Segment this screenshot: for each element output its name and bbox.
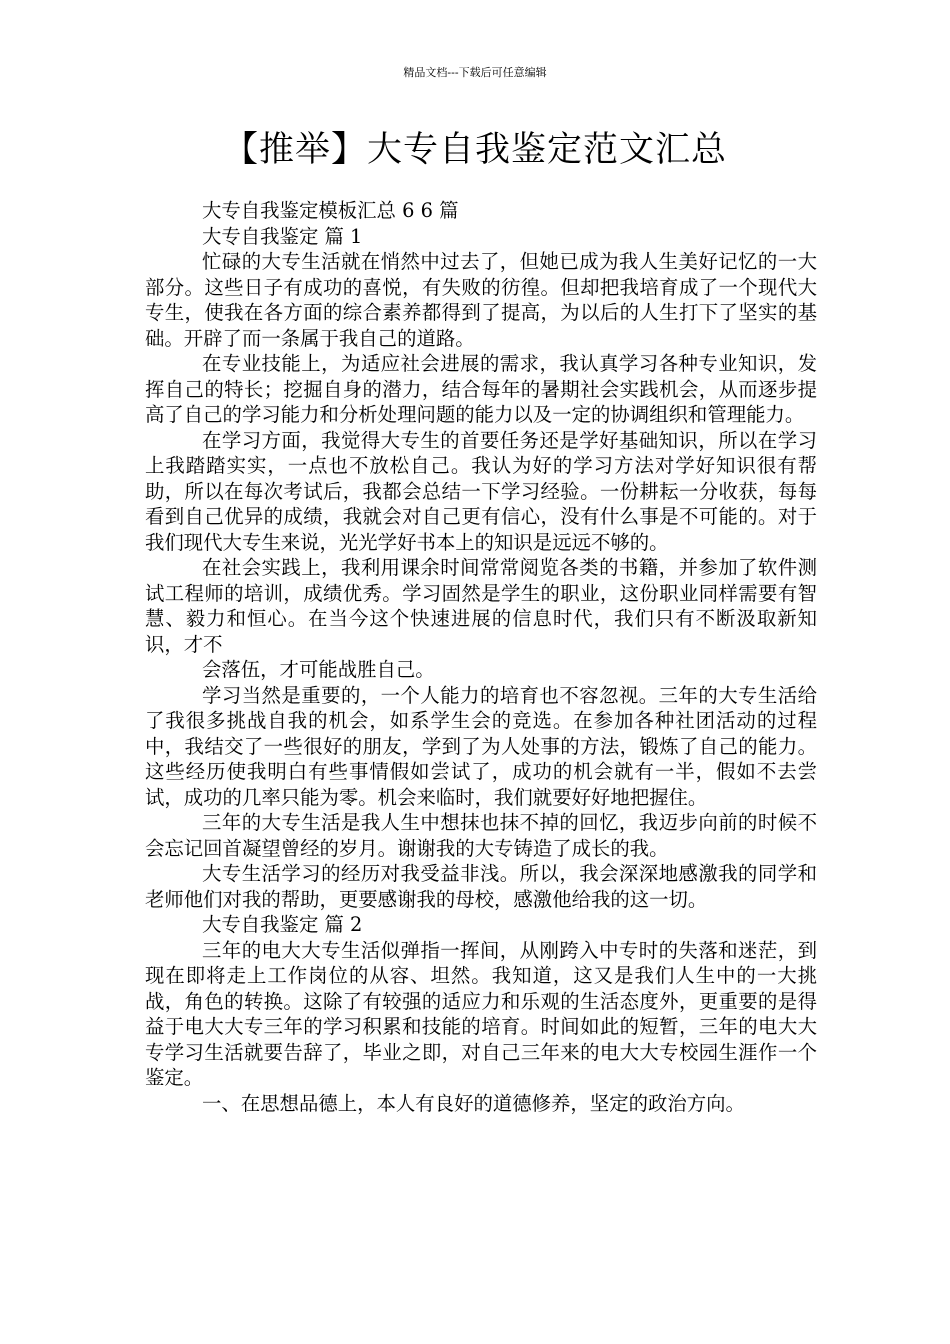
paragraph: 在专业技能上，为适应社会进展的需求，我认真学习各种专业知识，发挥自己的特长；挖掘自身的潜力，结合每年的暑期社会实践机会，从而逐步提高了自己的学习能力和分析处理问题的能力以及一定的协调组织和管理能力。	[145, 352, 817, 426]
paragraph: 学习当然是重要的，一个人能力的培育也不容忽视。三年的大专生活给了我很多挑战自我的机会，如系学生会的竞选。在参加各种社团活动的过程中，我结交了一些很好的朋友，学到了为人处事的方法，锻炼了自己的能力。这些经历使我明白有些事情假如尝试了，成功的机会就有一半，假如不去尝试，成功的几率只能为零。机会来临时，我们就要好好地把握住。	[145, 683, 817, 809]
document-title: 【推举】大专自我鉴定范文汇总	[222, 130, 727, 170]
paragraph: 大专自我鉴定 篇 2	[202, 913, 363, 936]
paragraph: 在社会实践上，我利用课余时间常常阅览各类的书籍，并参加了软件测试工程师的培训，成绩优秀。学习固然是学生的职业，这份职业同样需要有智慧、毅力和恒心。在当今这个快速进展的信息时代，我们只有不断汲取新知识，才不	[145, 556, 817, 656]
paragraph: 在学习方面，我觉得大专生的首要任务还是学好基础知识，所以在学习上我踏踏实实，一点也不放松自己。我认为好的学习方法对学好知识很有帮助，所以在每次考试后，我都会总结一下学习经验。一份耕耘一分收获，每每看到自己优异的成绩，我就会对自己更有信心，没有什么事是不可能的。对于我们现代大专生来说，光光学好书本上的知识是远远不够的。	[145, 428, 817, 554]
header-note: 精品文档---下载后可任意编辑	[403, 66, 547, 79]
paragraph: 大专自我鉴定模板汇总 6 6 篇	[202, 199, 459, 222]
paragraph: 一、在思想品德上，本人有良好的道德修养，坚定的政治方向。	[202, 1091, 745, 1115]
paragraph: 大专生活学习的经历对我受益非浅。所以，我会深深地感激我的同学和老师他们对我的帮助，更要感谢我的母校，感激他给我的这一切。	[145, 862, 817, 911]
document-body	[145, 198, 817, 1116]
paragraph: 三年的大专生活是我人生中想抹也抹不掉的回忆，我迈步向前的时候不会忘记回首凝望曾经的岁月。谢谢我的大专铸造了成长的我。	[145, 811, 817, 860]
paragraph: 会落伍，才可能战胜自己。	[202, 658, 435, 681]
paragraph: 三年的电大大专生活似弹指一挥间，从刚跨入中专时的失落和迷茫，到现在即将走上工作岗位的从容、坦然。我知道，这又是我们人生中的一大挑战，角色的转换。这除了有较强的适应力和乐观的生活态度外，更重要的是得益于电大大专三年的学习积累和技能的培育。时间如此的短暂，三年的电大大专学习生活就要告辞了，毕业之即，对自己三年来的电大大专校园生涯作一个鉴定。	[145, 938, 817, 1089]
paragraph: 忙碌的大专生活就在悄然中过去了，但她已成为我人生美好记忆的一大部分。这些日子有成功的喜悦，有失败的彷徨。但却把我培育成了一个现代大专生，使我在各方面的综合素养都得到了提高，为以后的人生打下了坚实的基础。开辟了而一条属于我自己的道路。	[145, 250, 817, 350]
paragraph: 大专自我鉴定 篇 1	[202, 224, 363, 248]
